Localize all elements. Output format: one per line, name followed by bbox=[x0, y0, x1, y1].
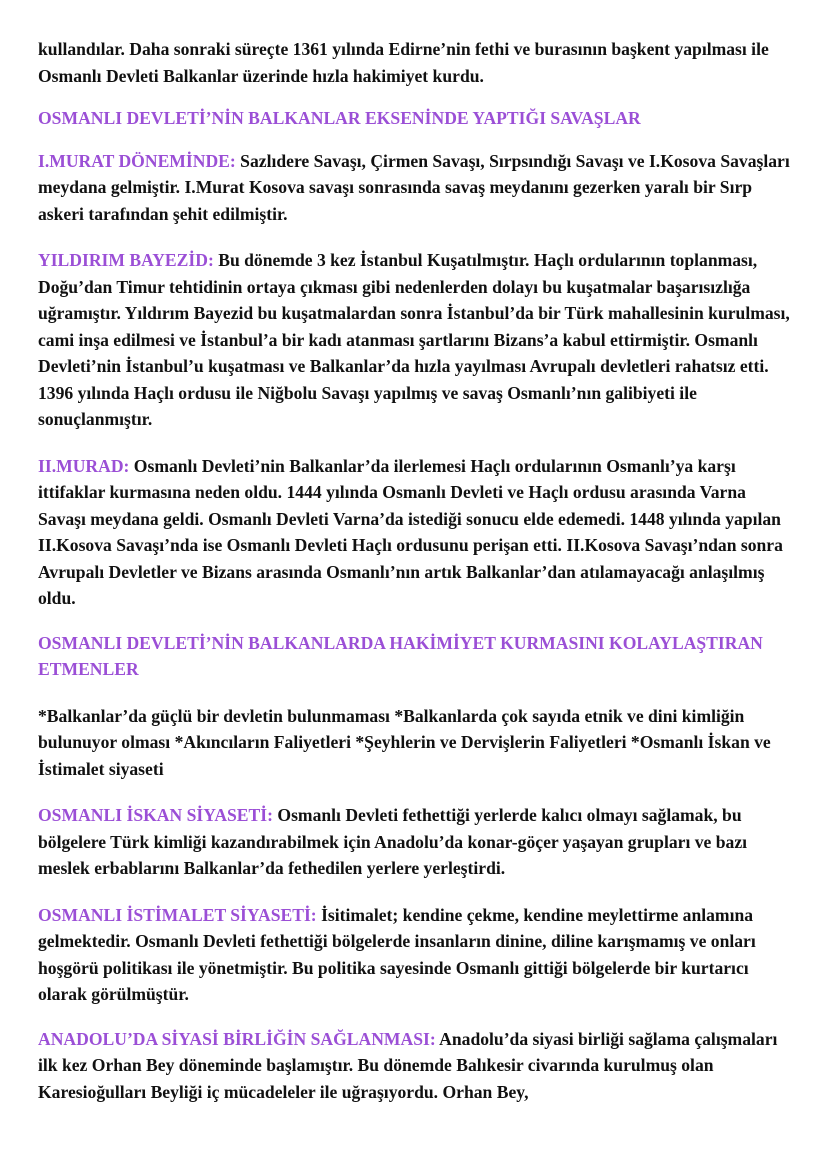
istimalet-paragraph bbox=[38, 902, 790, 1008]
factors-paragraph: *Balkanlar’da güçlü bir devletin bulunmaması *Balkanlarda çok sayıda etnik ve dini kimliğin bulunuyor olması *Akıncıların Faliyetleri *Şeyhlerin ve Dervişlerin Faliyetleri *Osmanlı İskan ve İstimalet siyaseti bbox=[38, 705, 771, 779]
intro-paragraph: kullandılar. Daha sonraki süreçte 1361 yılında Edirne’nin fethi ve burasının başkent yapılması ile Osmanlı Devleti Balkanlar üzerinde hızla hakimiyet kurdu. bbox=[38, 39, 769, 86]
iskan-paragraph bbox=[38, 802, 790, 882]
bayezid-text: Bu dönemde 3 kez İstanbul Kuşatılmıştır. Haçlı ordularının toplanması, Doğu’dan Timur tehtidinin ortaya çıkması gibi nedenlerden dolayı bu kuşatmalar başarısızlığa uğramıştır. Yıldırım Bayezid bu kuşatmalardan sonra İstanbul’da bir Türk mahallesinin kurulması, cami inşa edilmesi ve İstanbul’a bir kadı atanması şartlarını Bizans’a kabul ettirmiştir. Osmanlı Devleti’nin İstanbul’u kuşatması ve Balkanlar’da hızla yayılması Avrupalı devletleri rahatsız etti. 1396 yılında Haçlı ordusu ile Niğbolu Savaşı yapılmış ve savaş Osmanlı’nın galibiyeti ile sonuçlanmıştır. bbox=[38, 250, 790, 429]
factors-heading: OSMANLI DEVLETİ’NİN BALKANLARDA HAKİMİYET KURMASINI KOLAYLAŞTIRAN ETMENLER bbox=[38, 632, 763, 679]
iskan-text: Osmanlı Devleti fethettiği yerlerde kalıcı olmayı sağlamak, bu bölgelere Türk kimliği kazandırabilmek için Anadolu’da konar-göçer yaşayan grupları ve bazı meslek erbablarını Balkanlar’da fethedilen yerlere yerleştirdi. bbox=[38, 805, 748, 878]
wars-heading: OSMANLI DEVLETİ’NİN BALKANLAR EKSENİNDE YAPTIĞI SAVAŞLAR bbox=[38, 108, 641, 128]
murad2-paragraph bbox=[38, 453, 790, 612]
murat1-paragraph bbox=[38, 148, 790, 228]
murat1-label: I.MURAT DÖNEMİNDE: bbox=[38, 150, 236, 171]
istimalet-label: OSMANLI İSTİMALET SİYASETİ: bbox=[38, 904, 317, 925]
bayezid-label: YILDIRIM BAYEZİD: bbox=[38, 250, 214, 270]
anadolu-text: Anadolu’da siyasi birliği sağlama çalışmaları ilk kez Orhan Bey döneminde başlamıştır. Bu dönemde Balıkesir civarında kurulmuş olan Karesioğulları Beyliği iç mücadeleler ile uğraşıyordu. Orhan Bey, bbox=[38, 1028, 778, 1102]
istimalet-text: İsitimalet; kendine çekme, kendine meylettirme anlamına gelmektedir. Osmanlı Devleti fethettiği bölgelerde insanların dinine, diline karışmamış ve onları hoşgörü politikası ile yönetmiştir. Bu politika sayesinde Osmanlı gittiği bölgelerde bir kurtarıcı olarak görülmüştür. bbox=[38, 904, 756, 1004]
iskan-label: OSMANLI İSKAN SİYASETİ: bbox=[38, 805, 273, 825]
anadolu-label: ANADOLU’DA SİYASİ BİRLİĞİN SAĞLANMASI: bbox=[38, 1028, 436, 1049]
murad2-text: Osmanlı Devleti’nin Balkanlar’da ilerlemesi Haçlı ordularının Osmanlı’ya karşı ittifaklar kurmasına neden oldu. 1444 yılında Osmanlı Devleti ve Haçlı ordusu arasında Varna Savaşı meydana geldi. Osmanlı Devleti Varna’da istediği sonucu elde edemedi. 1448 yılında yapılan II.Kosova Savaşı’nda ise Osmanlı Devleti Haçlı ordusunu perişan etti. II.Kosova Savaşı’ndan sonra Avrupalı Devletler ve Bizans arasında Osmanlı’nın artık Balkanlar’dan atılamayacağı anlaşılmış oldu. bbox=[38, 455, 783, 608]
bayezid-paragraph bbox=[38, 247, 790, 433]
murad2-label: II.MURAD: bbox=[38, 455, 130, 476]
murat1-text: Sazlıdere Savaşı, Çirmen Savaşı, Sırpsındığı Savaşı ve I.Kosova Savaşları meydana gelmiştir. I.Murat Kosova savaşı sonrasında savaş meydanını gezerken yaralı bir Sırp askeri tarafından şehit edilmiştir. bbox=[38, 150, 790, 224]
anadolu-paragraph bbox=[38, 1026, 790, 1106]
